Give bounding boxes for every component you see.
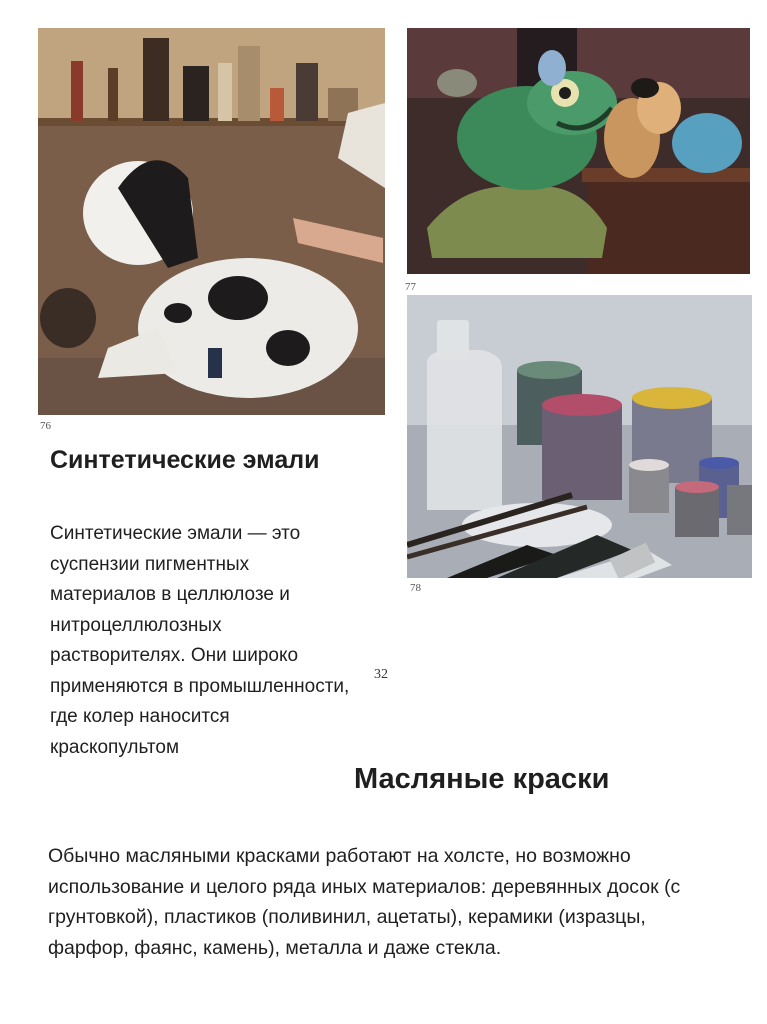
figure-number-78: 78 (410, 582, 421, 594)
section-heading-oil-paints: Масляные краски (354, 763, 610, 795)
page-number: 32 (374, 667, 388, 682)
photo-painting-dog (38, 28, 385, 415)
section-body-oil-paints: Обычно масляными красками работают на холсте, но возможно использование и целого ряда иных материалов: деревянных досок (с грунтовкой), пластиков (поливинил, ацетаты), керамики (изразцы, фарфор, фаянс, камень), металла и даже стекла. (48, 845, 681, 959)
photo-ceramic-figurines (407, 28, 750, 274)
figure-number-76: 76 (40, 420, 51, 432)
section-body-synthetic-enamels: Синтетические эмали — это суспензии пигментных материалов в целлюлозе и нитроцеллюлозных растворителях. Они широко применяются в промышленности, где колер наносится краскопультом (50, 523, 350, 758)
photo-paint-tins-tubes (407, 295, 752, 578)
section-heading-synthetic-enamels: Синтетические эмали (50, 446, 320, 474)
figure-number-77: 77 (405, 281, 416, 293)
